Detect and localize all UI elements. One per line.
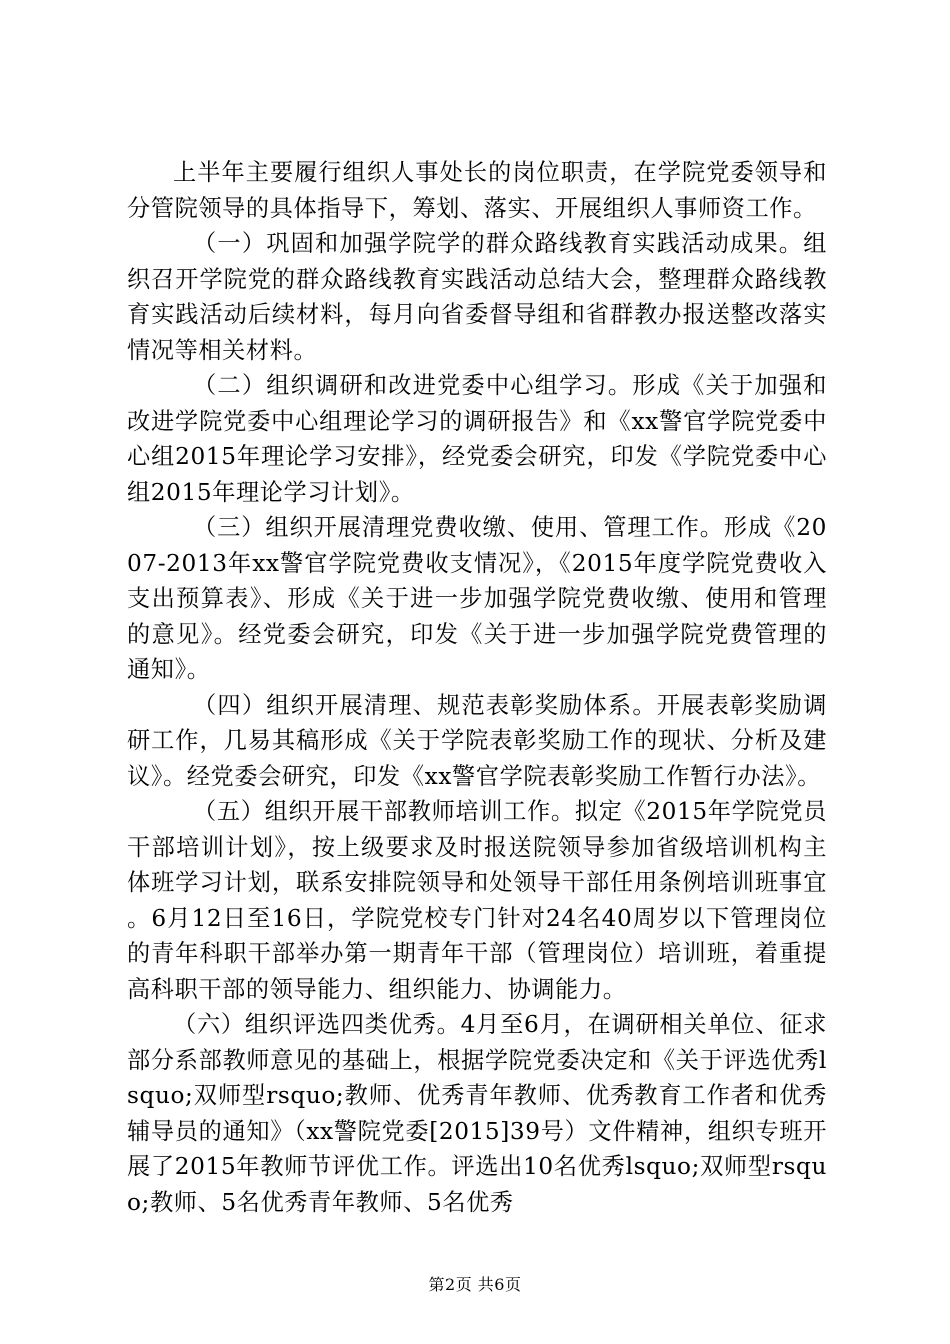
paragraph-section-3: （三）组织开展清理党费收缴、使用、管理工作。形成《2007-2013年xx警官学院党费收支情况》，《2015年度学院党费收入支出预算表》、形成《关于进一步加强学院党费收缴、使用和管理的意见》。经党委会研究，印发《关于进一步加强学院党费管理的通知》。 bbox=[127, 514, 827, 683]
paragraph-intro: 上半年主要履行组织人事处长的岗位职责，在学院党委领导和分管院领导的具体指导下，筹划、落实、开展组织人事师资工作。 bbox=[127, 159, 827, 222]
paragraph-section-2: （二）组织调研和改进党委中心组学习。形成《关于加强和改进学院党委中心组理论学习的调研报告》和《xx警官学院党委中心组2015年理论学习安排》，经党委会研究，印发《学院党委中心组2015年理论学习计划》。 bbox=[127, 372, 827, 506]
paragraph-section-6: （六）组织评选四类优秀。4月至6月，在调研相关单位、征求部分系部教师意见的基础上，根据学院党委决定和《关于评选优秀lsquo;双师型rsquo;教师、优秀青年教师、优秀教育工作者和优秀辅导员的通知》（xx警院党委[2015]39号）文件精神，组织专班开展了2015年教师节评优工作。评选出10名优秀lsquo;双师型rsquo;教师、5名优秀青年教师、5名优秀 bbox=[127, 1011, 827, 1216]
paragraph-section-5: （五）组织开展干部教师培训工作。拟定《2015年学院党员干部培训计划》，按上级要求及时报送院领导参加省级培训机构主体班学习计划，联系安排院领导和处领导干部任用条例培训班事宜。6月12日至16日，学院党校专门针对24名40周岁以下管理岗位的青年科职干部举办第一期青年干部（管理岗位）培训班，着重提高科职干部的领导能力、组织能力、协调能力。 bbox=[127, 798, 827, 1003]
paragraph-section-1: （一）巩固和加强学院学的群众路线教育实践活动成果。组织召开学院党的群众路线教育实践活动总结大会，整理群众路线教育实践活动后续材料，每月向省委督导组和省群教办报送整改落实情况等相关材料。 bbox=[127, 230, 827, 364]
document-body bbox=[127, 155, 827, 1220]
paragraph-section-4: （四）组织开展清理、规范表彰奖励体系。开展表彰奖励调研工作，几易其稿形成《关于学院表彰奖励工作的现状、分析及建议》。经党委会研究，印发《xx警官学院表彰奖励工作暂行办法》。 bbox=[127, 691, 827, 790]
page-number-footer: 第2页 共6页 bbox=[428, 1275, 522, 1294]
